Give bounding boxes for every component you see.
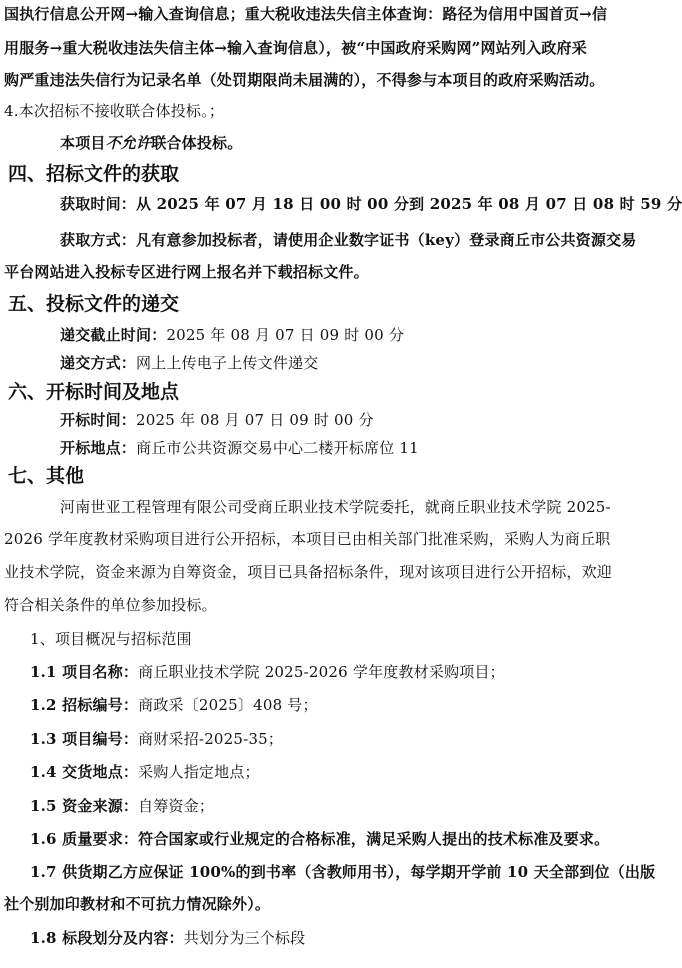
submission-method	[60, 353, 318, 373]
submission-deadline	[60, 325, 404, 345]
item-1-4-label: 1.4 交货地点：	[30, 763, 139, 781]
item-1-8-value: 共划分为三个标段	[183, 929, 306, 947]
paragraph-line: 用服务→重大税收违法失信主体→输入查询信息），被“中国政府采购网”网站列入政府采	[4, 39, 587, 57]
item-1-1	[30, 662, 505, 682]
opening-time-label: 开标时间：	[60, 411, 137, 429]
section-5-heading: 五、投标文件的递交	[8, 293, 180, 315]
item-1-8	[30, 928, 305, 948]
item-1-5	[30, 796, 214, 816]
submission-deadline-label: 递交截止时间：	[60, 326, 167, 344]
opening-place-label: 开标地点：	[60, 439, 137, 457]
section-7-heading: 七、其他	[8, 465, 85, 487]
section-6-heading: 六、开标时间及地点	[8, 381, 180, 403]
opening-time	[60, 410, 374, 430]
item-4-note-suffix: 联合体投标。	[151, 134, 243, 152]
acquisition-method-value: 凡有意参加投标者，请使用企业数字证书（key）登录商丘市公共资源交易	[136, 231, 637, 249]
item-1-6-label: 1.6 质量要求：	[30, 830, 139, 848]
item-1-8-label: 1.8 标段划分及内容：	[30, 929, 184, 947]
item-1-6	[30, 829, 609, 849]
intro-line: 业技术学院，资金来源为自筹资金，项目已具备招标条件，现对该项目进行公开招标，欢迎	[4, 563, 613, 581]
item-1-7: 1.7 供货期乙方应保证 100%的到书率（含教师用书），每学期开学前 10 天全部到位（出版	[30, 863, 656, 881]
item-1-3	[30, 729, 283, 749]
intro-line: 符合相关条件的单位参加投标。	[4, 596, 217, 614]
item-1-2	[30, 695, 318, 715]
acquisition-method	[60, 230, 636, 250]
acquisition-time-label: 获取时间：	[60, 195, 137, 213]
opening-place	[60, 438, 419, 458]
item-1-5-value: 自筹资金；	[138, 797, 215, 815]
item-1-4-value: 采购人指定地点；	[138, 763, 260, 781]
acquisition-method-label: 获取方式：	[60, 231, 137, 249]
submission-deadline-value: 2025 年 08 月 07 日 09 时 00 分	[166, 326, 405, 344]
item-4-note-emphasis: 不允许	[105, 134, 152, 152]
acquisition-time-value: 从 2025 年 07 月 18 日 00 时 00 分到 2025 年 08 月 07 日 08 时 59 分	[136, 195, 682, 213]
opening-time-value: 2025 年 08 月 07 日 09 时 00 分	[136, 411, 374, 429]
item-1-3-label: 1.3 项目编号：	[30, 730, 139, 748]
item-1-6-value: 符合国家或行业规定的合格标准，满足采购人提出的技术标准及要求。	[138, 830, 610, 848]
item-1-7-continued: 社个别加印教材和不可抗力情况除外）。	[4, 895, 271, 913]
item-1-5-label: 1.5 资金来源：	[30, 797, 139, 815]
item-4-note	[60, 133, 242, 153]
intro-line: 2026 学年度教材采购项目进行公开招标，本项目已由相关部门批准采购，采购人为商丘职	[4, 530, 611, 548]
submission-method-label: 递交方式：	[60, 354, 137, 372]
opening-place-value: 商丘市公共资源交易中心二楼开标席位 11	[136, 439, 419, 457]
subsection-1-title: 1、项目概况与招标范围	[30, 630, 192, 648]
item-4-line: 4.本次招标不接收联合体投标。；	[4, 102, 225, 120]
item-4-note-prefix: 本项目	[60, 134, 106, 152]
item-1-3-value: 商财采招-2025-35；	[138, 730, 284, 748]
item-1-1-value: 商丘职业技术学院 2025-2026 学年度教材采购项目；	[138, 663, 505, 681]
acquisition-time	[60, 194, 682, 214]
paragraph-line: 国执行信息公开网→输入查询信息；重大税收违法失信主体查询：路径为信用中国首页→信	[4, 5, 608, 23]
section-4-heading: 四、招标文件的获取	[8, 163, 180, 185]
item-1-2-value: 商政采〔2025〕408 号；	[138, 696, 318, 714]
item-1-4	[30, 762, 260, 782]
acquisition-method-continued: 平台网站进入投标专区进行网上报名并下载招标文件。	[4, 263, 369, 281]
item-1-2-label: 1.2 招标编号：	[30, 696, 139, 714]
intro-line: 河南世亚工程管理有限公司受商丘职业技术学院委托，就商丘职业技术学院 2025-	[60, 498, 611, 516]
paragraph-line: 购严重违法失信行为记录名单（处罚期限尚未届满的），不得参与本项目的政府采购活动。	[4, 71, 605, 89]
item-1-1-label: 1.1 项目名称：	[30, 663, 139, 681]
submission-method-value: 网上上传电子上传文件递交	[136, 354, 319, 372]
